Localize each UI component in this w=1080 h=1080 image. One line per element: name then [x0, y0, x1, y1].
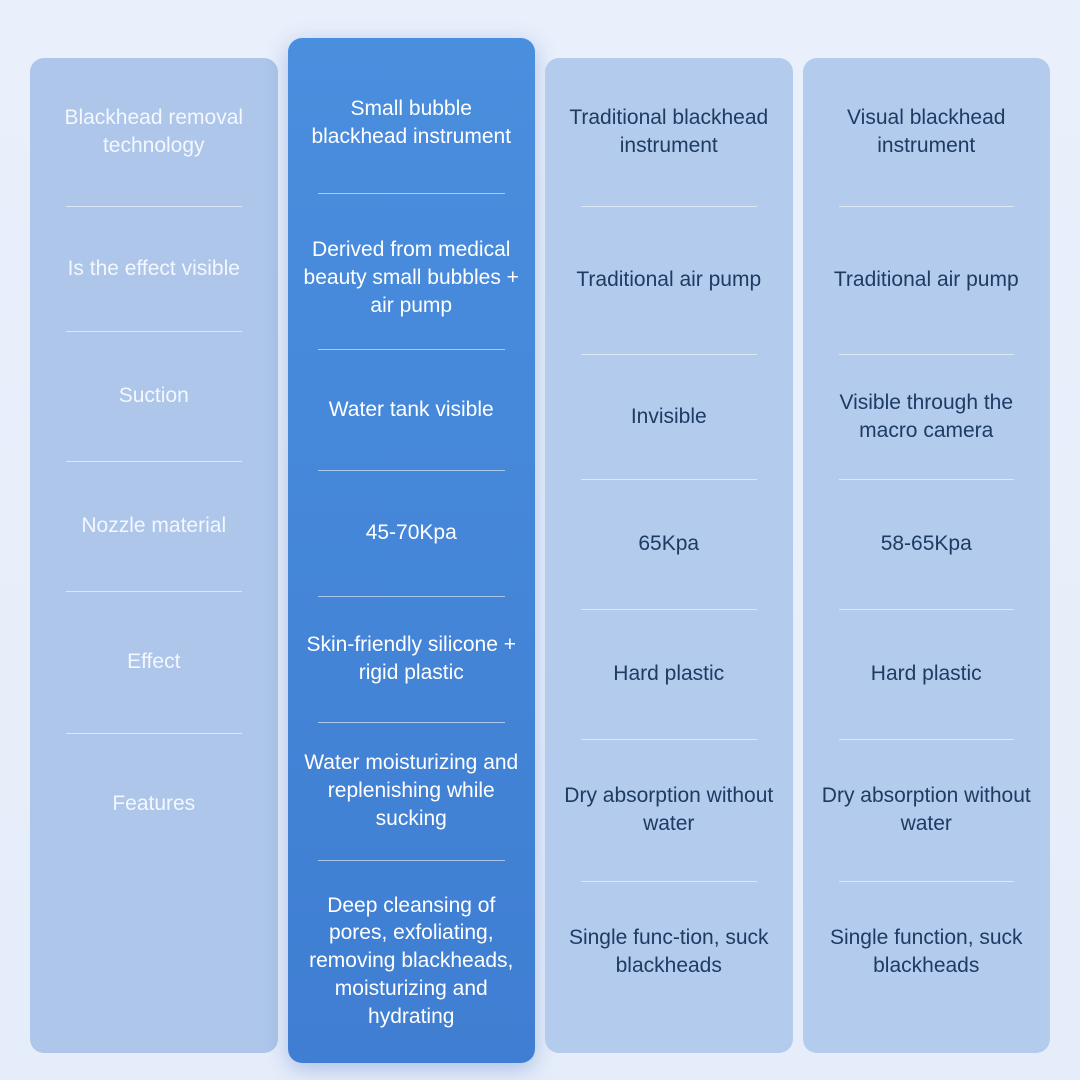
visual-cell-2 — [803, 479, 1051, 609]
visual-value-3: Hard plastic — [870, 662, 982, 686]
highlight-header-text: Small bubble blackhead instrument — [311, 96, 512, 148]
feature-label-row-3 — [30, 461, 278, 591]
visual-cell-3 — [803, 609, 1051, 739]
visual-value-2: 58-65Kpa — [880, 532, 972, 556]
feature-label-2: Suction — [118, 384, 189, 408]
traditional-header-text: Traditional blackhead instrument — [569, 106, 769, 157]
visual-cell-4 — [803, 739, 1051, 881]
visual-cell-1 — [803, 354, 1051, 479]
highlight-column-header — [288, 38, 536, 193]
traditional-value-3: Hard plastic — [613, 662, 725, 686]
feature-label-row-2 — [30, 331, 278, 461]
feature-label-5: Features — [112, 792, 196, 816]
traditional-product-column[interactable] — [545, 58, 793, 1053]
feature-label-row-1 — [30, 206, 278, 331]
traditional-value-5: Single func-tion, suck blackheads — [568, 926, 769, 977]
highlight-cell-0 — [288, 193, 536, 348]
visual-cell-5 — [803, 881, 1051, 1023]
traditional-cell-1 — [545, 354, 793, 479]
feature-label-row-5 — [30, 733, 278, 875]
visual-product-column[interactable] — [803, 58, 1051, 1053]
feature-label-0: Blackhead removal technology — [64, 106, 244, 157]
visual-value-5: Single function, suck blackheads — [829, 926, 1023, 977]
visual-header-text: Visual blackhead instrument — [847, 106, 1006, 157]
highlight-cell-2 — [288, 470, 536, 596]
visual-column-header — [803, 58, 1051, 206]
visual-cell-0 — [803, 206, 1051, 354]
highlight-value-3: Skin-friendly silicone + rigid plastic — [306, 633, 516, 685]
highlight-cell-1 — [288, 349, 536, 470]
visual-value-1: Visible through the macro camera — [839, 390, 1014, 442]
feature-label-1: Is the effect visible — [67, 256, 240, 280]
traditional-cell-3 — [545, 609, 793, 739]
feature-label-4: Effect — [127, 650, 181, 674]
highlight-value-5: Deep cleansing of pores, exfoliating, removing blackheads, moisturizing and hydrating — [309, 893, 514, 1029]
feature-label-column — [30, 58, 278, 1053]
feature-label-row-4 — [30, 591, 278, 733]
highlight-value-2: 45-70Kpa — [365, 521, 457, 545]
traditional-value-1: Invisible — [630, 404, 707, 428]
visual-value-4: Dry absorption without water — [821, 784, 1031, 835]
highlight-cell-4 — [288, 722, 536, 860]
traditional-value-4: Dry absorption without water — [564, 784, 774, 835]
column-header-spacer — [30, 58, 278, 206]
highlight-value-1: Water tank visible — [328, 397, 494, 421]
highlight-product-column[interactable] — [288, 38, 536, 1063]
traditional-column-header — [545, 58, 793, 206]
visual-value-0: Traditional air pump — [833, 268, 1019, 292]
traditional-cell-0 — [545, 206, 793, 354]
traditional-cell-5 — [545, 881, 793, 1023]
highlight-cell-5 — [288, 860, 536, 1063]
traditional-cell-2 — [545, 479, 793, 609]
highlight-value-4: Water moisturizing and replenishing while sucking — [304, 750, 519, 830]
traditional-cell-4 — [545, 739, 793, 881]
highlight-cell-3 — [288, 596, 536, 722]
traditional-value-2: 65Kpa — [638, 532, 700, 556]
traditional-value-0: Traditional air pump — [576, 268, 762, 292]
comparison-table — [30, 58, 1050, 1053]
feature-label-3: Nozzle material — [81, 514, 227, 538]
highlight-value-0: Derived from medical beauty small bubbles + air pump — [303, 238, 519, 318]
